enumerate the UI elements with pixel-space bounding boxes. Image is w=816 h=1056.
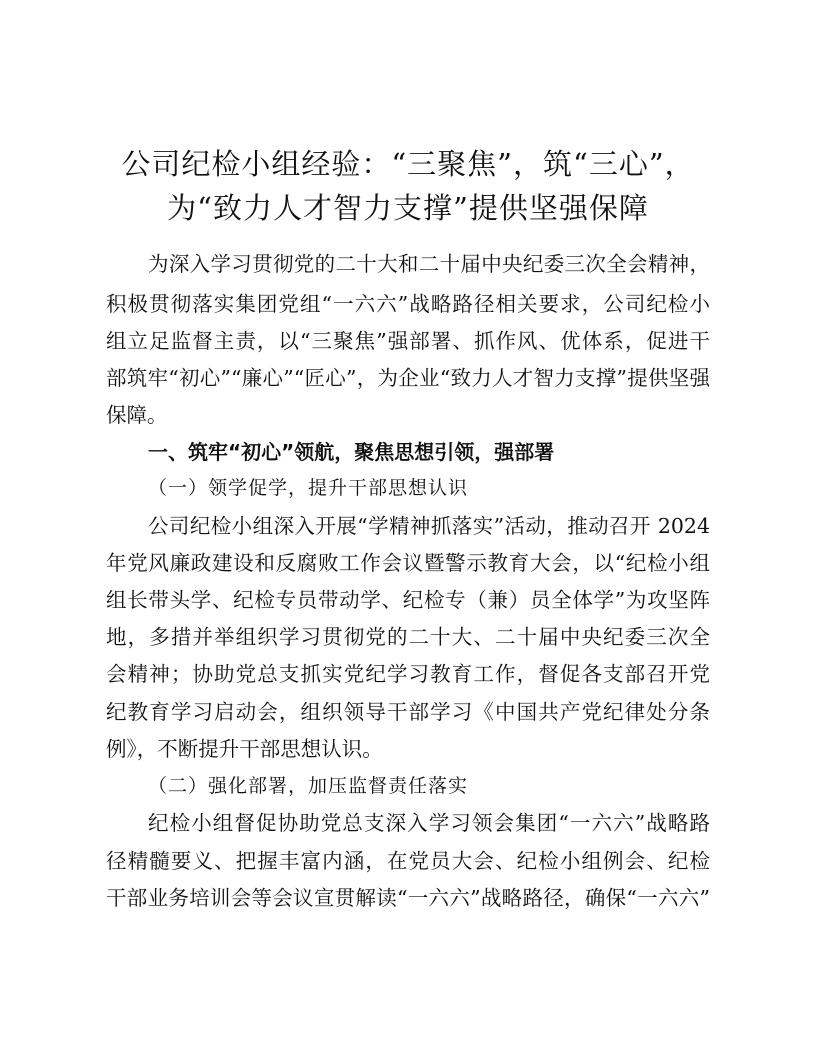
document-title-line-1: 公司纪检小组经验：“三聚焦”，筑“三心”， — [121, 147, 695, 181]
intro-paragraph-line: 组立足监督主责，以“三聚焦”强部署、抓作风、优体系，促进干 — [106, 329, 710, 353]
body-paragraph-line: 公司纪检小组深入开展“学精神抓落实”活动，推动召开 2024 — [148, 514, 710, 538]
body-paragraph-line: 年党风廉政建设和反腐败工作会议暨警示教育大会，以“纪检小组 — [106, 551, 710, 575]
intro-paragraph-line: 积极贯彻落实集团党组“一六六”战略路径相关要求，公司纪检小 — [106, 292, 710, 316]
subsection-heading: （二）强化部署，加压监督责任落实 — [148, 775, 469, 797]
body-paragraph-line: 径精髓要义、把握丰富内涵，在党员大会、纪检小组例会、纪检 — [106, 849, 710, 873]
body-paragraph-line: 例》，不断提升干部思想认识。 — [106, 737, 383, 761]
body-paragraph-line: 纪教育学习启动会，组织领导干部学习《中国共产党纪律处分条 — [106, 700, 710, 724]
intro-paragraph-line: 保障。 — [106, 403, 168, 427]
intro-paragraph-line: 部筑牢“初心”“廉心”“匠心”，为企业“致力人才智力支撑”提供坚强 — [106, 366, 710, 390]
subsection-heading: （一）领学促学，提升干部思想认识 — [148, 477, 469, 499]
body-paragraph-line: 组长带头学、纪检专员带动学、纪检专（兼）员全体学”为攻坚阵 — [106, 588, 710, 612]
document-title-line-2: 为“致力人才智力支撑”提供坚强保障 — [167, 191, 649, 225]
body-paragraph-line: 会精神；协助党总支抓实党纪学习教育工作，督促各支部召开党 — [106, 662, 710, 686]
body-paragraph-line: 纪检小组督促协助党总支深入学习领会集团“一六六”战略路 — [148, 811, 710, 835]
body-paragraph-line: 地，多措并举组织学习贯彻党的二十大、二十届中央纪委三次全 — [106, 625, 710, 649]
body-paragraph-line: 干部业务培训会等会议宣贯解读“一六六”战略路径，确保“一六六” — [106, 886, 710, 910]
section-heading: 一、筑牢“初心”领航，聚焦思想引领，强部署 — [148, 440, 555, 464]
intro-paragraph-line: 为深入学习贯彻党的二十大和二十届中央纪委三次全会精神， — [148, 252, 710, 276]
